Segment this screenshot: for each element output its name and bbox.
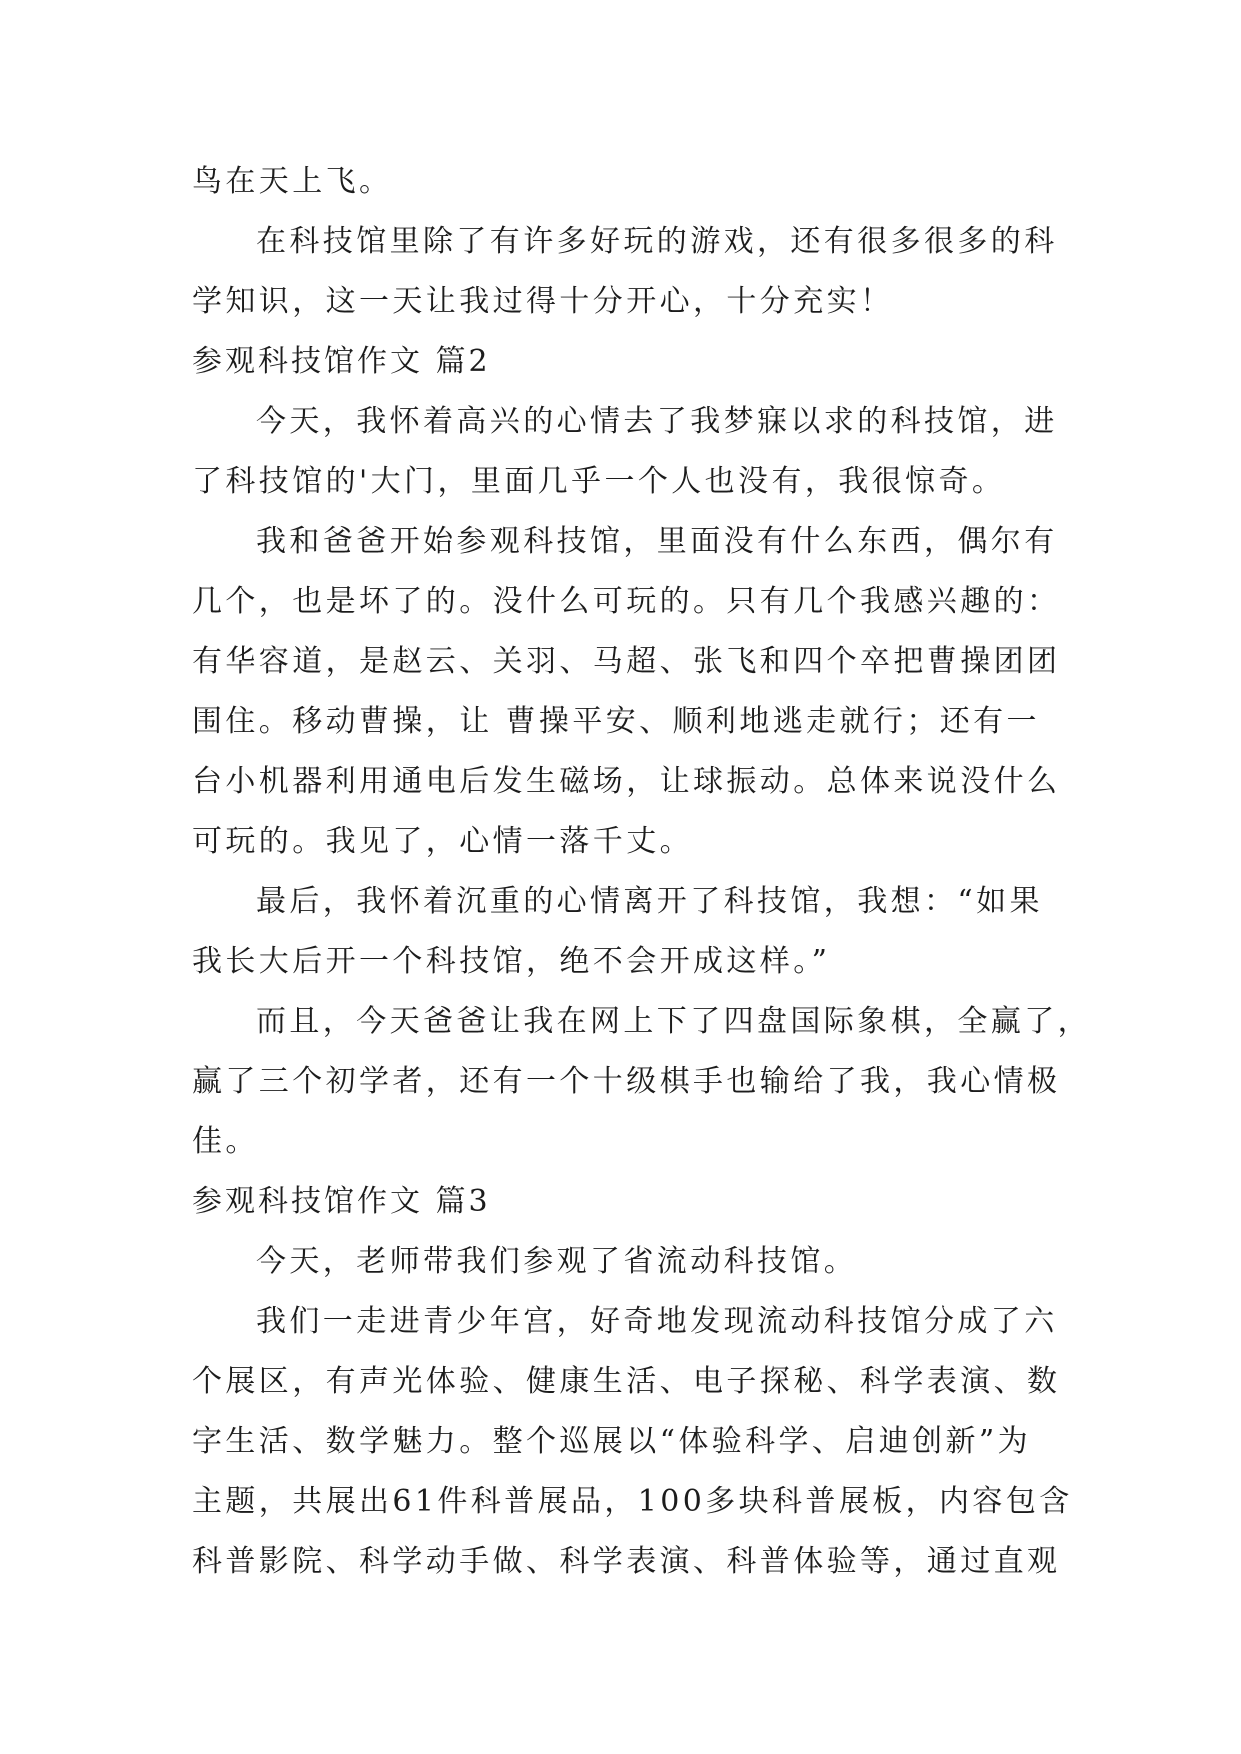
text-line: 个展区，有声光体验、健康生活、电子探秘、科学表演、数 xyxy=(192,1364,1061,1399)
text-line: 几个，也是坏了的。没什么可玩的。只有几个我感兴趣的： xyxy=(192,584,1061,619)
text-line: 而且，今天爸爸让我在网上下了四盘国际象棋，全赢了， xyxy=(256,1004,1091,1039)
document-body xyxy=(192,152,1091,1592)
text-line: 我们一走进青少年宫，好奇地发现流动科技馆分成了六 xyxy=(256,1304,1058,1339)
text-line: 台小机器利用通电后发生磁场，让球振动。总体来说没什么 xyxy=(192,764,1061,799)
text-line: 字生活、数学魅力。整个巡展以“体验科学、启迪创新”为 xyxy=(192,1424,1032,1459)
text-line: 佳。 xyxy=(192,1124,259,1159)
text-line: 在科技馆里除了有许多好玩的游戏，还有很多很多的科 xyxy=(256,224,1058,259)
text-line: 鸟在天上飞。 xyxy=(192,164,393,199)
text-line: 我和爸爸开始参观科技馆，里面没有什么东西，偶尔有 xyxy=(256,524,1058,559)
text-line: 围住。移动曹操，让 曹操平安、顺利地逃走就行；还有一 xyxy=(192,704,1040,739)
text-line: 我长大后开一个科技馆，绝不会开成这样。” xyxy=(192,944,831,979)
text-line: 主题，共展出61件科普展品，100多块科普展板，内容包含 xyxy=(192,1484,1073,1519)
section-heading: 参观科技馆作文 篇2 xyxy=(192,344,491,379)
text-line: 学知识，这一天让我过得十分开心，十分充实！ xyxy=(192,284,894,319)
text-line: 今天，我怀着高兴的心情去了我梦寐以求的科技馆，进 xyxy=(256,404,1058,439)
text-line: 可玩的。我见了，心情一落千丈。 xyxy=(192,824,693,859)
text-line: 赢了三个初学者，还有一个十级棋手也输给了我，我心情极 xyxy=(192,1064,1061,1099)
text-line: 了科技馆的'大门，里面几乎一个人也没有，我很惊奇。 xyxy=(192,464,1006,499)
text-line: 最后，我怀着沉重的心情离开了科技馆，我想：“如果 xyxy=(256,884,1043,919)
text-line: 有华容道，是赵云、关羽、马超、张飞和四个卒把曹操团团 xyxy=(192,644,1061,679)
text-line: 科普影院、科学动手做、科学表演、科普体验等，通过直观 xyxy=(192,1544,1061,1579)
text-line: 今天，老师带我们参观了省流动科技馆。 xyxy=(256,1244,858,1279)
section-heading: 参观科技馆作文 篇3 xyxy=(192,1184,491,1219)
